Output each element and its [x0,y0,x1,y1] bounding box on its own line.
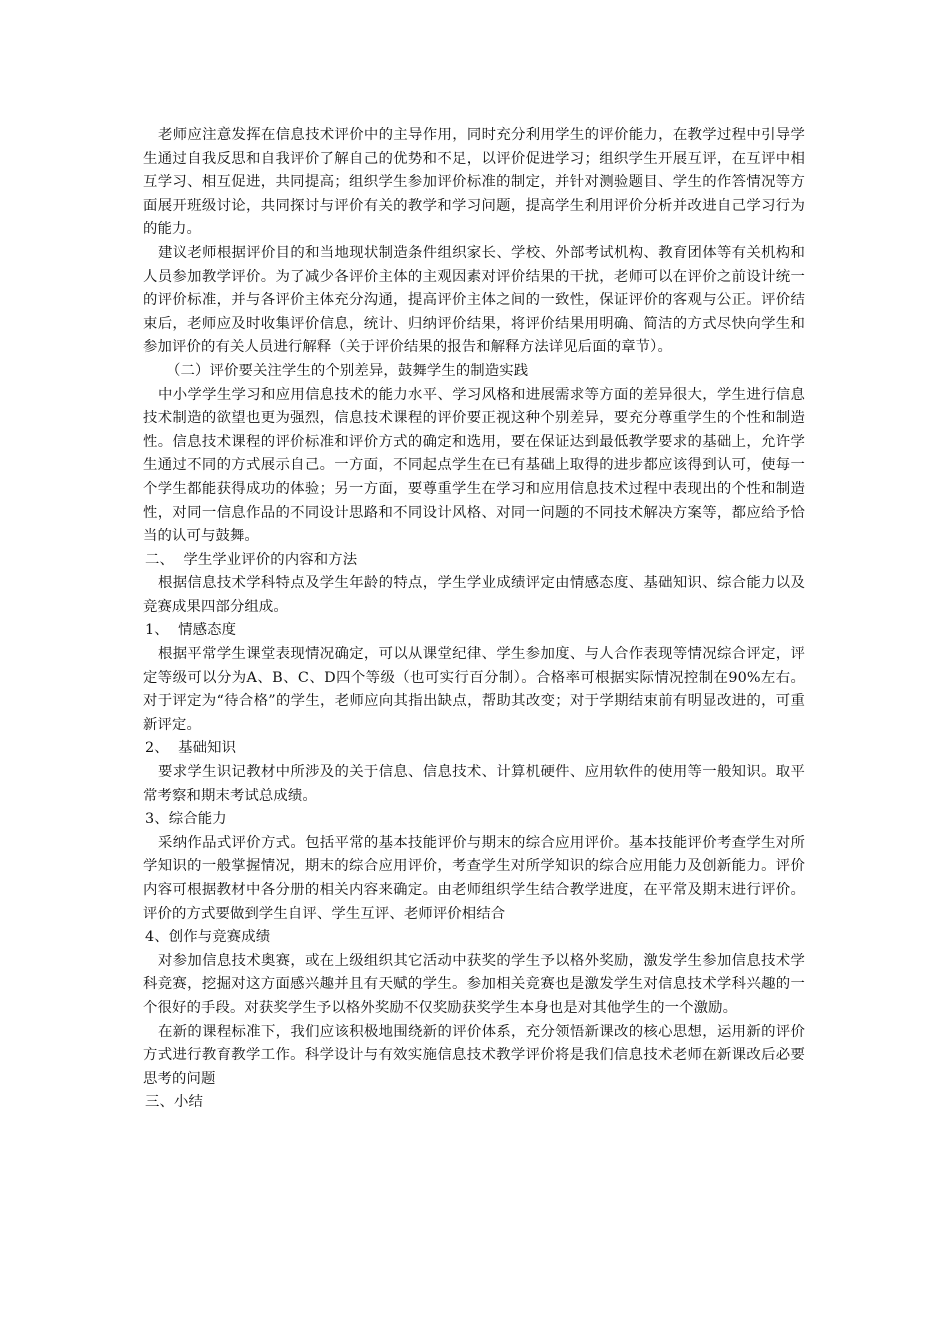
subheading-basic-knowledge: 2、 基础知识 [145,740,237,757]
paragraph-emotional-attitude: 根据平常学生课堂表现情况确定，可以从课堂纪律、学生参加度、与人合作表现等情况综合评定，评定等级可以分为A、B、C、D四个等级（也可实行百分制）。合格率可根据实际情况控制在90%左右。对于评定为“待合格”的学生，老师应向其指出缺点，帮助其改变；对于学期结束前有明显改进的，可重新评定。 [143,646,805,733]
document-page [143,124,805,1115]
paragraph-comprehensive-ability: 采纳作品式评价方式。包括平常的基本技能评价与期末的综合应用评价。基本技能评价考查学生对所学知识的一般掌握情况，期末的综合应用评价，考查学生对所学知识的综合应用能力及创新能力。评价内容可根据教材中各分册的相关内容来确定。由老师组织学生结合教学进度，在平常及期末进行评价。评价的方式要做到学生自评、学生互评、老师评价相结合 [143,834,805,922]
section-heading-individual-differences: （二）评价要关注学生的个别差异，鼓舞学生的制造实践 [166,362,529,379]
section-heading-summary: 三、小结 [145,1094,203,1111]
subheading-comprehensive-ability: 3、综合能力 [145,811,227,828]
section-heading-evaluation-content: 二、 学生学业评价的内容和方法 [145,551,358,568]
paragraph-individual-differences: 中小学学生学习和应用信息技术的能力水平、学习风格和进展需求等方面的差异很大，学生进行信息技术制造的欲望也更为强烈，信息技术课程的评价要正视这种个别差异，要充分尊重学生的个性和制造性。信息技术课程的评价标准和评价方式的确定和选用，要在保证达到最低教学要求的基础上，允许学生通过不同的方式展示自己。一方面，不同起点学生在已有基础上取得的进步都应该得到认可，使每一个学生都能获得成功的体验；另一方面，要尊重学生在学习和应用信息技术过程中表现出的个性和制造性，对同一信息作品的不同设计思路和不同设计风格、对同一问题的不同技术解决方案等，都应给予恰当的认可与鼓舞。 [143,386,805,545]
subheading-emotional-attitude: 1、 情感态度 [145,622,237,639]
paragraph-teacher-role: 老师应注意发挥在信息技术评价中的主导作用，同时充分利用学生的评价能力，在教学过程中引导学生通过自我反思和自我评价了解自己的优势和不足，以评价促进学习；组织学生开展互评，在互评中相互学习、相互促进，共同提高；组织学生参加评价标准的制定，并针对测验题目、学生的作答情况等方面展开班级讨论，共同探讨与评价有关的教学和学习问题，提高学生利用评价分析并改进自己学习行为的能力。 [143,127,805,238]
paragraph-basic-knowledge: 要求学生识记教材中所涉及的关于信息、信息技术、计算机硬件、应用软件的使用等一般知识。取平常考察和期末考试总成绩。 [143,764,805,804]
subheading-competition-results: 4、创作与竞赛成绩 [145,929,271,946]
paragraph-evaluation-components: 根据信息技术学科特点及学生年龄的特点，学生学业成绩评定由情感态度、基础知识、综合能力以及竞赛成果四部分组成。 [143,575,805,615]
paragraph-parent-participation: 建议老师根据评价目的和当地现状制造条件组织家长、学校、外部考试机构、教育团体等有关机构和人员参加教学评价。为了减少各评价主体的主观因素对评价结果的干扰，老师可以在评价之前设计统一的评价标准，并与各评价主体充分沟通，提高评价主体之间的一致性，保证评价的客观与公正。评价结束后，老师应及时收集评价信息，统计、归纳评价结果，将评价结果用明确、简洁的方式尽快向学生和参加评价的有关人员进行解释（关于评价结果的报告和解释方法详见后面的章节）。 [143,244,805,356]
paragraph-new-curriculum: 在新的课程标准下，我们应该积极地围绕新的评价体系，充分领悟新课改的核心思想，运用新的评价方式进行教育教学工作。科学设计与有效实施信息技术教学评价将是我们信息技术老师在新课改后必要思考的问题 [143,1023,805,1087]
paragraph-competition-results: 对参加信息技术奥赛，或在上级组织其它活动中获奖的学生予以格外奖励，激发学生参加信息技术学科竞赛，挖掘对这方面感兴趣并且有天赋的学生。参加相关竞赛也是激发学生对信息技术学科兴趣的一个很好的手段。对获奖学生予以格外奖励不仅奖励获奖学生本身也是对其他学生的一个激励。 [143,952,805,1016]
